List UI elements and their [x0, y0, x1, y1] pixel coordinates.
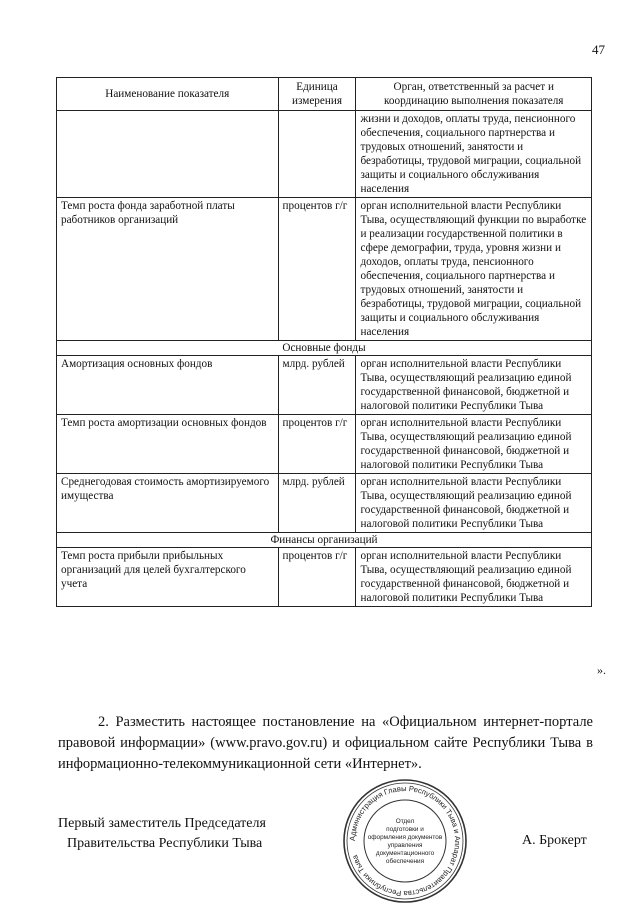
responsible-cell: орган исполнительной власти Республики Тыва, осуществляющий реализацию единой государственной финансовой, бюджетной и налоговой политики Республики Тыва — [356, 356, 592, 415]
stamp-center-line: обеспечения — [385, 858, 425, 865]
official-stamp — [342, 778, 468, 904]
unit-cell — [278, 111, 356, 198]
table-row — [57, 198, 592, 341]
header-responsible-body: Орган, ответственный за расчет и координацию выполнения показателя — [356, 78, 592, 111]
responsible-cell: орган исполнительной власти Республики Тыва, осуществляющий реализацию единой государственной финансовой, бюджетной и налоговой политики Республики Тыва — [356, 474, 592, 533]
signatory-title-line-2: Правительства Республики Тыва — [67, 836, 263, 851]
table-row — [57, 415, 592, 474]
section-title: Финансы организаций — [57, 533, 592, 548]
stamp-center-line: Отдел — [395, 818, 415, 825]
indicator-name-cell: Темп роста прибыли прибыльных организаций для целей бухгалтерского учета — [57, 548, 279, 607]
signatory-title-line-1: Первый заместитель Председателя — [58, 816, 266, 831]
indicator-name-cell: Темп роста фонда заработной платы работников организаций — [57, 198, 279, 341]
section-title: Основные фонды — [57, 341, 592, 356]
resolution-paragraph: 2. Разместить настоящее постановление на «Официальном интернет-портале правовой информации» (www.pravo.gov.ru) и официальном сайте Республики Тыва в информационно-телекоммуникационной сети «Интернет». — [58, 714, 593, 772]
responsible-cell: жизни и доходов, оплаты труда, пенсионного обеспечения, социального партнерства и трудовых отношений, занятости и безработицы, трудовой миграции, социальной защиты и социального обслуживания населения — [356, 111, 592, 198]
indicator-name-cell: Среднегодовая стоимость амортизируемого имущества — [57, 474, 279, 533]
indicator-name-cell: Амортизация основных фондов — [57, 356, 279, 415]
table-row — [57, 111, 592, 198]
closing-quote: ». — [597, 663, 606, 677]
stamp-center-line: документационного — [375, 850, 435, 857]
table-row — [57, 356, 592, 415]
page-number: 47 — [592, 42, 605, 57]
table-header-row — [57, 78, 592, 111]
unit-cell: процентов г/г — [278, 198, 356, 341]
stamp-ring-text: Администрация Главы Республики Тыва и Аппарат Правительства Республики Тыва — [347, 783, 463, 899]
header-unit: Единица измерения — [278, 78, 356, 111]
indicator-name-cell — [57, 111, 279, 198]
responsible-cell: орган исполнительной власти Республики Тыва, осуществляющий функции по выработке и реализации государственной политики в сфере демографии, труда, уровня жизни и доходов, оплаты труда, пенсионного обеспечения, социального партнерства и трудовых отношений, занятости и безработицы, трудовой миграции, социальной защиты и социального обслуживания населения — [356, 198, 592, 341]
indicators-table — [56, 77, 592, 607]
responsible-cell: орган исполнительной власти Республики Тыва, осуществляющий реализацию единой государственной финансовой, бюджетной и налоговой политики Республики Тыва — [356, 415, 592, 474]
signatory-name: А. Брокерт — [522, 833, 587, 848]
responsible-cell: орган исполнительной власти Республики Тыва, осуществляющий реализацию единой государственной финансовой, бюджетной и налоговой политики Республики Тыва — [356, 548, 592, 607]
indicator-name-cell: Темп роста амортизации основных фондов — [57, 415, 279, 474]
header-indicator-name: Наименование показателя — [57, 78, 279, 111]
signatory-title — [58, 814, 266, 854]
section-row-fixed-assets — [57, 341, 592, 356]
section-row-finance — [57, 533, 592, 548]
unit-cell: процентов г/г — [278, 548, 356, 607]
unit-cell: процентов г/г — [278, 415, 356, 474]
unit-cell: млрд. рублей — [278, 474, 356, 533]
stamp-center-line: управления — [387, 842, 423, 849]
stamp-center-line: оформления документов — [367, 834, 443, 841]
unit-cell: млрд. рублей — [278, 356, 356, 415]
table-row — [57, 474, 592, 533]
table-row — [57, 548, 592, 607]
stamp-center-line: подготовки и — [386, 826, 424, 833]
